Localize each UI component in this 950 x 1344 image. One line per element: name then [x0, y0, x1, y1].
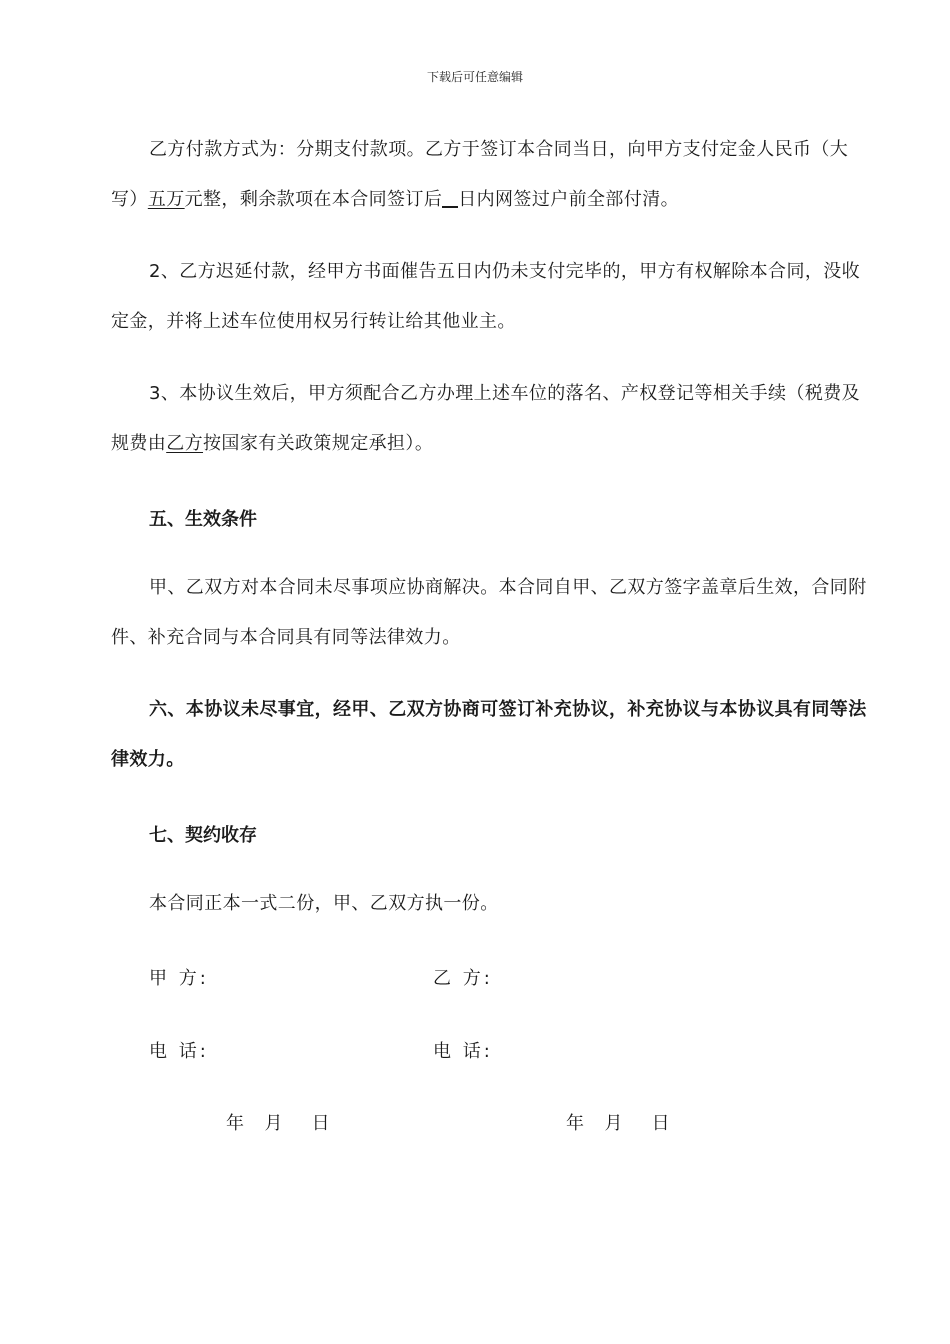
- days-blank: [442, 186, 458, 208]
- section-7-heading: 七、契约收存: [149, 825, 257, 846]
- late-payment-paragraph: 2、乙方迟延付款，经甲方书面催告五日内仍未支付完毕的，甲方有权解除本合同，没收定金，并将上述车位使用权另行转让给其他业主。: [111, 261, 861, 332]
- section-7-body: 本合同正本一式二份，甲、乙双方执一份。: [149, 893, 499, 914]
- registration-paragraph: [111, 369, 873, 469]
- deposit-amount: 五万: [147, 189, 185, 210]
- section-6-body: 六、本协议未尽事宜，经甲、乙双方协商可签订补充协议，补充协议与本协议具有同等法律效力。: [111, 699, 867, 770]
- party-b-date: 年 月 日: [566, 1113, 673, 1134]
- header-note: 下载后可任意编辑: [426, 70, 523, 84]
- registration-text-part-2: 按国家有关政策规定承担）。: [203, 433, 434, 454]
- payment-text-part-1: 乙方付款方式为：分期支付款项。乙方于签订本合同当日，向甲方支付定金人民币（大写）: [111, 139, 849, 210]
- payment-method-paragraph: [111, 125, 873, 225]
- fee-bearing-party: 乙方: [166, 433, 204, 454]
- section-5-body: 甲、乙双方对本合同未尽事项应协商解决。本合同自甲、乙双方签字盖章后生效，合同附件、补充合同与本合同具有同等法律效力。: [111, 577, 867, 648]
- registration-text-part-1: 3、本协议生效后，甲方须配合乙方办理上述车位的落名、产权登记等相关手续（税费及规费由: [111, 383, 861, 454]
- party-a-phone-label: 电 话:: [149, 1041, 209, 1062]
- party-a-label: 甲 方:: [149, 968, 209, 989]
- section-5-heading: 五、生效条件: [149, 509, 257, 530]
- payment-text-part-2: 元整，剩余款项在本合同签订后: [184, 189, 443, 210]
- payment-text-part-3: 日内网签过户前全部付清。: [458, 189, 680, 210]
- party-b-phone-label: 电 话:: [433, 1041, 493, 1062]
- party-b-label: 乙 方:: [433, 968, 493, 989]
- party-a-date: 年 月 日: [226, 1113, 333, 1134]
